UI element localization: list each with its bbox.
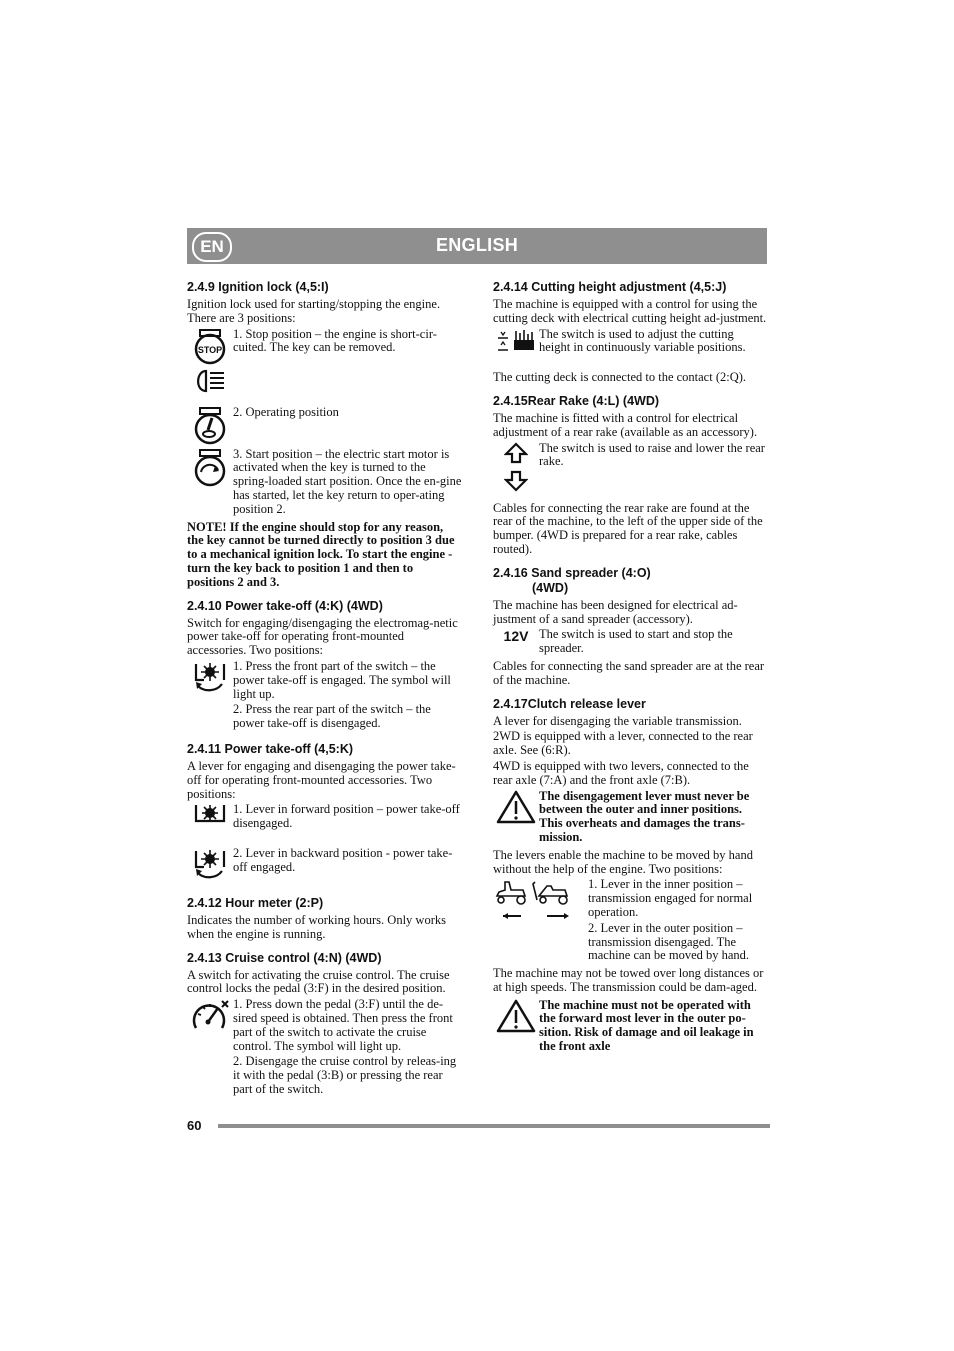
section-heading: 2.4.11 Power take-off (4,5:K) bbox=[187, 741, 354, 756]
headlight-icon-row bbox=[187, 368, 462, 394]
section-2-4-12 bbox=[187, 896, 462, 942]
list-item bbox=[187, 847, 462, 881]
section-body: Indicates the number of working hours. Only works when the engine is running. bbox=[187, 912, 446, 941]
section-intro: A switch for activating the cruise control. The cruise control locks the pedal (3:F) in the desired position. bbox=[187, 967, 450, 996]
list-item-text: 2. Press the rear part of the switch – the power take-off is disengaged. bbox=[233, 702, 431, 731]
warning-row bbox=[493, 790, 768, 847]
section-heading: 2.4.10 Power take-off (4:K) (4WD) bbox=[187, 598, 383, 613]
list-item bbox=[187, 998, 462, 1099]
list-item-text: 1. Lever in forward position – power take-off disengaged. bbox=[233, 802, 460, 831]
list-item-text: 2. Disengage the cruise control by releas-ing it with the pedal (3:B) or pressing the rear part of the switch. bbox=[233, 1054, 457, 1096]
left-column bbox=[187, 280, 462, 1108]
warning-text: The disengagement lever must never be between the outer and inner positions. This overheats and damages the trans-mission. bbox=[539, 788, 750, 844]
banner-title: ENGLISH bbox=[435, 235, 519, 255]
list-item bbox=[187, 803, 462, 833]
section-text: Cables for connecting the rear rake are found at the rear of the machine, to the left of the upper side of the bumper. (4WD is prepared for a rear rake, cables routed). bbox=[493, 500, 763, 556]
power-take-off-on-icon bbox=[187, 847, 233, 881]
list-item bbox=[187, 448, 462, 519]
list-item-text: 2. Operating position bbox=[233, 404, 339, 419]
list-item-text: The switch is used to adjust the cutting height in continuously variable positions. bbox=[539, 326, 746, 355]
section-heading-line1: 2.4.16 Sand spreader (4:O) bbox=[493, 565, 651, 580]
section-text: 4WD is equipped with two levers, connected to the rear axle (7:A) and the front axle (7:B). bbox=[493, 758, 749, 787]
tractor-move-icon bbox=[493, 878, 588, 922]
list-item-text: 3. Start position – the electric start motor is activated when the key is turned to the spring-loaded start position. Once the en-gine has started, let the key return to oper-ating position 2. bbox=[233, 446, 462, 516]
headlight-icon bbox=[187, 368, 233, 394]
section-text: The machine may not be towed over long distances or at high speeds. The transmission could be dam-aged. bbox=[493, 966, 764, 994]
stop-icon-label: STOP bbox=[197, 344, 223, 355]
list-item-text: The switch is used to raise and lower the rear rake. bbox=[539, 440, 765, 469]
section-intro: A lever for engaging and disengaging the power take-off for operating front-mounted accessories. Two positions: bbox=[187, 758, 456, 801]
section-heading bbox=[493, 566, 768, 596]
section-intro: The machine has been designed for electrical ad-justment of a sand spreader (accessory). bbox=[493, 597, 738, 626]
list-item bbox=[493, 328, 768, 358]
language-banner bbox=[187, 228, 767, 264]
list-item bbox=[187, 328, 462, 366]
section-heading: 2.4.17Clutch release lever bbox=[493, 696, 646, 711]
12v-label: 12V bbox=[503, 628, 529, 645]
section-text: A lever for disengaging the variable transmission. bbox=[493, 713, 742, 728]
list-item-text: 1. Lever in the inner position – transmission engaged for normal operation. bbox=[588, 877, 753, 919]
section-2-4-11 bbox=[187, 742, 462, 881]
stop-icon bbox=[187, 328, 233, 366]
warning-text: The machine must not be operated with the forward most lever in the outer po-sition. Risk of damage and oil leakage in the front axle bbox=[539, 997, 754, 1054]
section-2-4-16 bbox=[493, 566, 768, 688]
section-2-4-15 bbox=[493, 394, 768, 557]
section-intro: Switch for engaging/disengaging the electromag-netic power take-off for operating front-mounted accessories. Two positions: bbox=[187, 615, 458, 658]
list-item-text: The switch is used to start and stop the spreader. bbox=[539, 627, 733, 656]
section-heading: 2.4.12 Hour meter (2:P) bbox=[187, 895, 324, 910]
section-text: The levers enable the machine to be moved by hand without the help of the engine. Two positions: bbox=[493, 847, 753, 876]
12v-icon bbox=[493, 628, 539, 644]
list-item-text: 1. Press the front part of the switch – the power take-off is engaged. The symbol will light up. bbox=[233, 658, 451, 701]
list-item-text: 2. Lever in backward position - power take-off engaged. bbox=[233, 845, 453, 874]
section-2-4-9 bbox=[187, 280, 462, 590]
list-item bbox=[187, 660, 462, 733]
section-2-4-13 bbox=[187, 951, 462, 1099]
section-text: The cutting deck is connected to the contact (2:Q). bbox=[493, 370, 747, 385]
section-heading-line2: (4WD) bbox=[532, 580, 569, 595]
list-item bbox=[493, 628, 768, 658]
power-take-off-icon bbox=[187, 660, 233, 694]
list-item bbox=[493, 878, 768, 965]
list-item-text: 2. Lever in the outer position – transmission disengaged. The machine can be moved by hand. bbox=[588, 920, 750, 963]
raise-lower-icon bbox=[493, 442, 539, 492]
note-text: NOTE! If the engine should stop for any reason, the key cannot be turned directly to position 3 due to a mechanical ignition lock. To start the engine - turn the key back to position 1 and then to positions 2 and 3. bbox=[187, 519, 455, 589]
key-start-icon bbox=[187, 448, 233, 488]
warning-row bbox=[493, 999, 768, 1056]
section-heading: 2.4.13 Cruise control (4:N) (4WD) bbox=[187, 950, 382, 965]
key-run-icon bbox=[187, 406, 233, 446]
right-column bbox=[493, 280, 768, 1065]
list-item-text: 1. Stop position – the engine is short-cir-cuited. The key can be removed. bbox=[233, 326, 437, 355]
section-2-4-10 bbox=[187, 599, 462, 733]
section-text: 2WD is equipped with a lever, connected to the rear axle. See (6:R). bbox=[493, 729, 753, 758]
list-item-text: 1. Press down the pedal (3:F) until the de-sired speed is obtained. Then press the front part of the switch to activate the cruise control. The symbol will light up. bbox=[233, 997, 453, 1053]
section-heading: 2.4.14 Cutting height adjustment (4,5:J) bbox=[493, 280, 727, 294]
list-item bbox=[493, 442, 768, 492]
section-intro: Ignition lock used for starting/stopping the engine. There are 3 positions: bbox=[187, 297, 441, 325]
warning-icon bbox=[493, 999, 539, 1033]
section-heading: 2.4.15Rear Rake (4:L) (4WD) bbox=[493, 393, 660, 408]
cruise-control-icon bbox=[187, 998, 233, 1032]
language-badge: EN bbox=[192, 232, 232, 262]
power-take-off-off-icon bbox=[187, 803, 233, 827]
page-number: 60 bbox=[187, 1118, 202, 1133]
warning-icon bbox=[493, 790, 539, 824]
list-item bbox=[187, 406, 462, 446]
cutting-height-icon bbox=[493, 328, 539, 354]
section-2-4-17 bbox=[493, 697, 768, 1056]
section-2-4-14 bbox=[493, 280, 768, 385]
section-intro: The machine is fitted with a control for electrical adjustment of a rear rake (available as an accessory). bbox=[493, 410, 758, 439]
section-heading: 2.4.9 Ignition lock (4,5:I) bbox=[187, 280, 329, 294]
section-intro: The machine is equipped with a control for using the cutting deck with electrical cutting height ad-justment. bbox=[493, 297, 767, 325]
footer-rule bbox=[218, 1124, 770, 1128]
section-text: Cables for connecting the sand spreader are at the rear of the machine. bbox=[493, 658, 765, 687]
